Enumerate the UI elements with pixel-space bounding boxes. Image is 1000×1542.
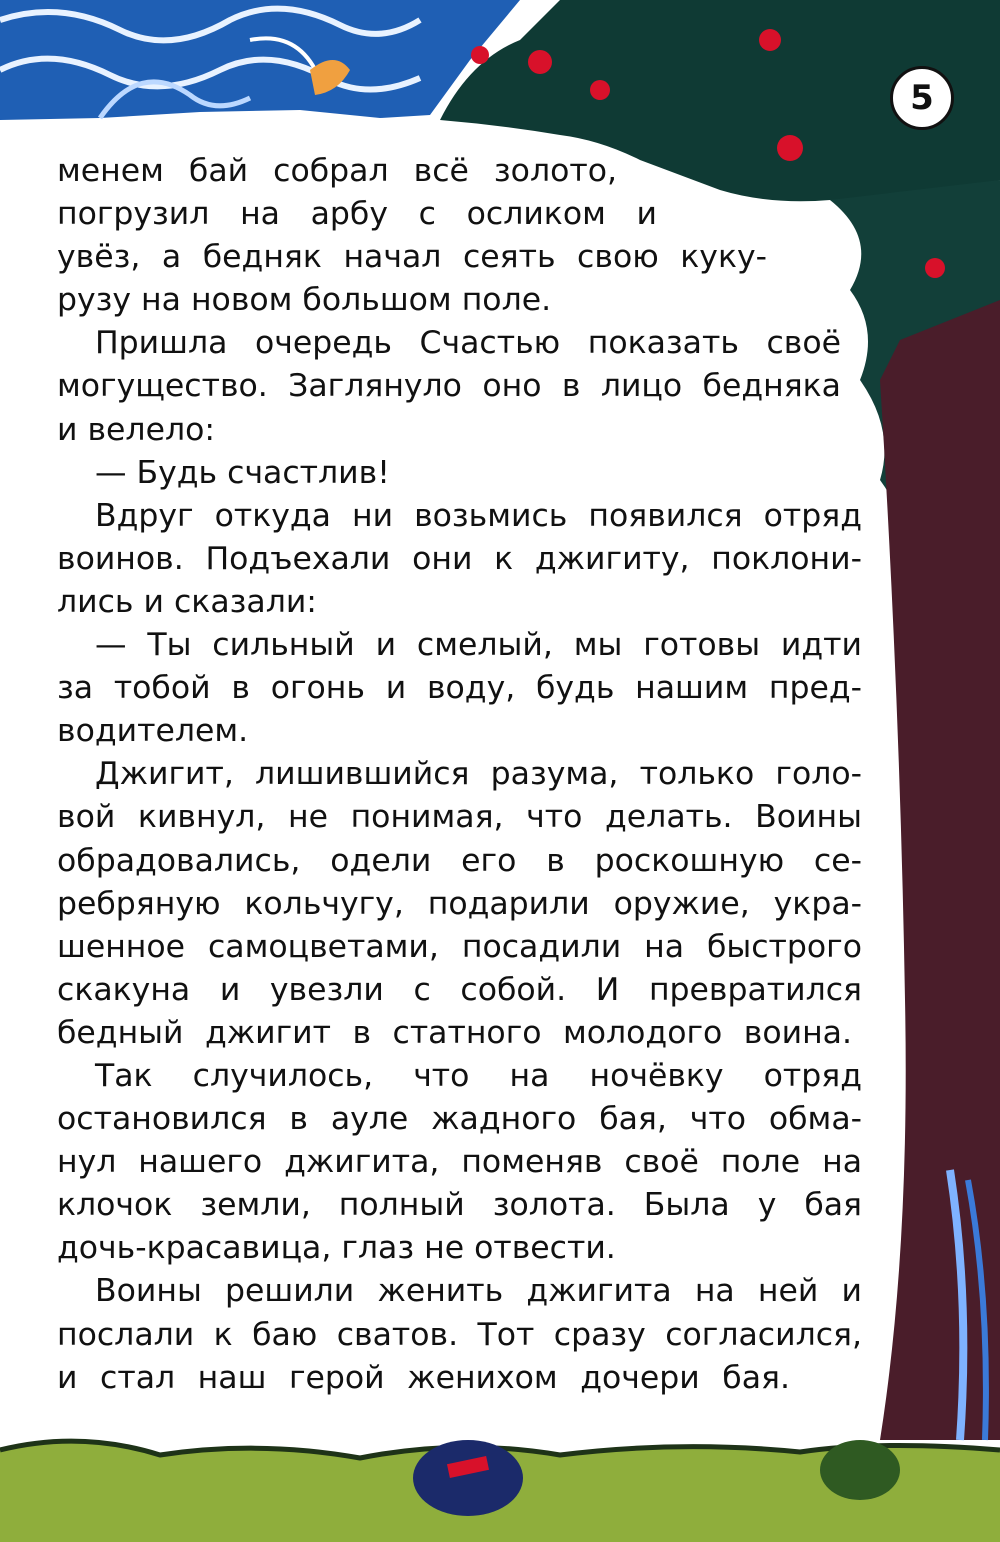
text-line: ребряную кольчугу, подарили оружие, укра-: [57, 885, 862, 922]
text-line: скакуна и увезли с собой. И превратился: [57, 971, 862, 1008]
text-line: лись и сказали:: [57, 583, 317, 620]
text-line: Вдруг откуда ни возьмись появился отряд: [95, 497, 862, 534]
apple-icon: [471, 46, 489, 64]
text-line: послали к баю сватов. Тот сразу согласился,: [57, 1316, 862, 1353]
grass-ground-illustration: [0, 1440, 1000, 1542]
text-line: и стал наш герой женихом дочери бая.: [57, 1359, 790, 1396]
page-number: 5: [890, 66, 954, 130]
text-line: бедный джигит в статного молодого воина.: [57, 1014, 852, 1051]
text-line: водителем.: [57, 713, 249, 750]
text-line: клочок земли, полный золота. Была у бая: [57, 1187, 862, 1224]
text-line: за тобой в огонь и воду, будь нашим пред-: [57, 670, 862, 707]
text-line: Джигит, лишившийся разума, только голо-: [95, 756, 862, 793]
text-line: — Будь счастлив!: [95, 454, 390, 491]
text-line: Воины решили женить джигита на ней и: [95, 1273, 862, 1310]
text-line: увёз, а бедняк начал сеять свою куку-: [57, 239, 767, 276]
text-line: шенное самоцветами, посадили на быстрого: [57, 928, 862, 965]
text-line: рузу на новом большом поле.: [57, 282, 552, 319]
sea-waves-illustration: [0, 0, 520, 120]
text-line: вой кивнул, не понимая, что делать. Воины: [57, 799, 862, 836]
text-line: погрузил на арбу с осликом и: [57, 196, 657, 233]
text-line: нул нашего джигита, поменяв своё поле на: [57, 1144, 862, 1181]
apple-icon: [590, 80, 610, 100]
text-line: Пришла очередь Счастью показать своё: [95, 325, 841, 362]
apple-icon: [925, 258, 945, 278]
text-line: Так случилось, что на ночёвку отряд: [95, 1057, 862, 1094]
text-line: менем бай собрал всё золото,: [57, 153, 617, 189]
text-line: дочь-красавица, глаз не отвести.: [57, 1230, 616, 1267]
story-text: [57, 150, 862, 1400]
tree-trunk-illustration: [880, 300, 1000, 1440]
text-line: — Ты сильный и смелый, мы готовы идти: [95, 627, 862, 664]
text-line: воинов. Подъехали они к джигиту, поклони-: [57, 540, 862, 577]
text-line: могущество. Заглянуло оно в лицо бедняка: [57, 368, 841, 405]
text-line: обрадовались, одели его в роскошную се-: [57, 842, 862, 879]
bush-illustration: [413, 1440, 523, 1516]
text-line: и велело:: [57, 411, 215, 448]
apple-icon: [528, 50, 552, 74]
text-line: остановился в ауле жадного бая, что обма-: [57, 1101, 862, 1138]
apple-icon: [759, 29, 781, 51]
